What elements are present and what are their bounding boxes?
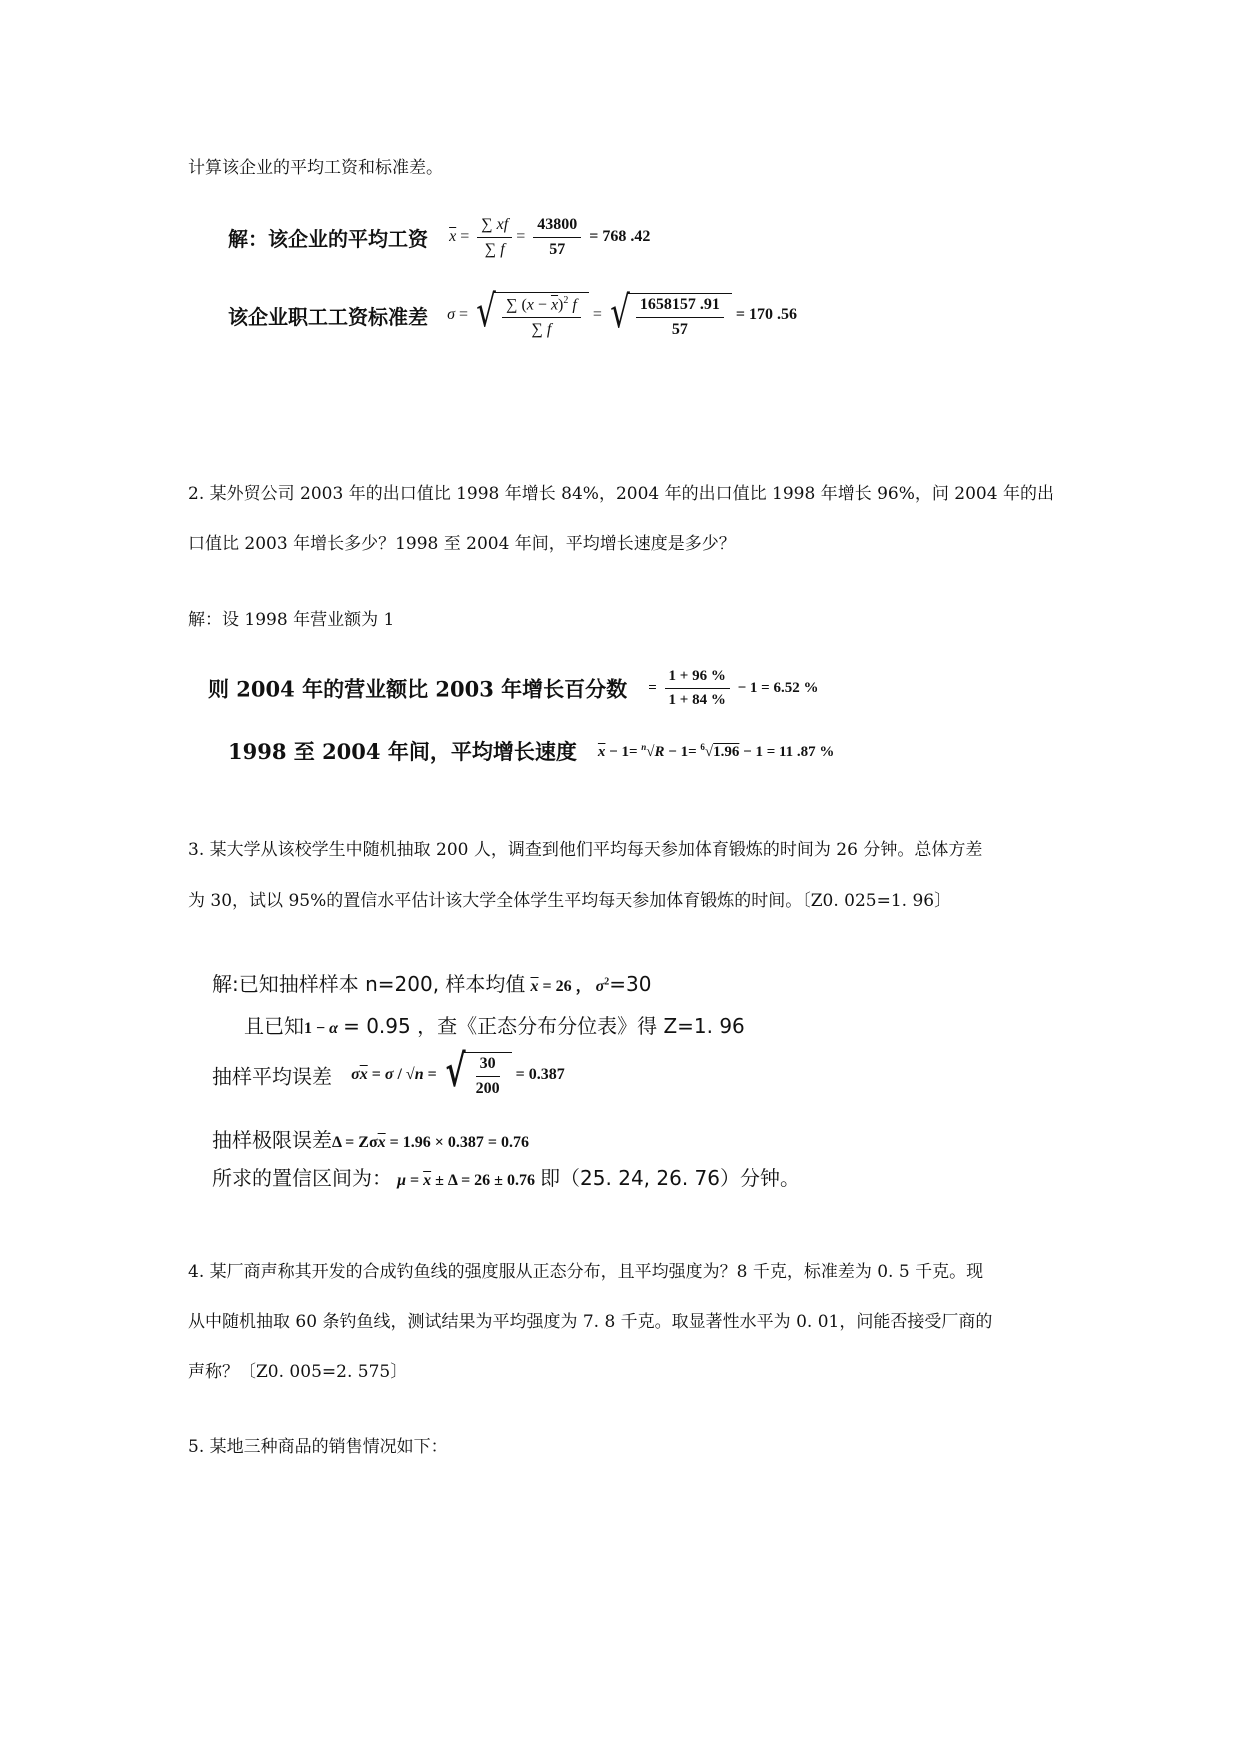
std-result: = 170 .56 (735, 306, 798, 324)
solution-std (228, 286, 798, 339)
q3-step3: 抽样平均误差 $\sigma\overline{x} = \sigma / √n$ = √ $\frac{30}{200}$ = 0.387 (212, 1046, 565, 1097)
std-numerator: 1658157 .91 (636, 296, 724, 318)
mean-result: = 768 .42 (589, 228, 651, 246)
std-formula: σ = √ $\frac{\sum (x - \overline{x})^2 f}{\sum f}$ = √ $\frac{1658157 .91}{57}$ = 170 .56 (447, 286, 798, 339)
q3-se-result: = 0.387 (515, 1065, 565, 1083)
q4-line3: 声称？〔Z0. 005=2. 575〕 (188, 1362, 408, 1382)
q2-growth-result: − 1 = 6.52 % (737, 679, 819, 696)
q2-growth-numerator: 1 + 96 % (665, 668, 730, 689)
intro-text: 计算该企业的平均工资和标准差。 (188, 158, 443, 178)
q3-step2-label: 且已知 (244, 1014, 304, 1038)
q2-line2: 口值比 2003 年增长多少？1998 至 2004 年间，平均增长速度是多少？ (188, 534, 736, 554)
q3-step5: 所求的置信区间为： $\mu = \overline{x} \pm \Delta = 26 \pm 0.76$ 即（25. 24, 26. 76）分钟。 (212, 1166, 801, 1190)
q3-se-denominator: 200 (475, 1080, 500, 1097)
q3-step2: 且已知1 − α = 0.95 ，查《正态分布分位表》得 Z=1. 96 (244, 1014, 745, 1038)
q2-growth-2004-vs-2003: 则 2004 年的营业额比 2003 年增长百分数 = $\frac{1 + 96 \%}{1 + 84 \%}$ − 1 = 6.52 % (208, 668, 819, 708)
q2-line1: 2. 某外贸公司 2003 年的出口值比 1998 年增长 84%，2004 年的出口值比 1998 年增长 96%，问 2004 年的出 (188, 484, 1054, 504)
solution-mean-label: 解：该企业的平均工资 (228, 227, 428, 251)
q2-average-label: 1998 至 2004 年间，平均增长速度 (228, 739, 577, 764)
q2-average-result: − 1 = 11 .87 % (743, 743, 835, 760)
mean-numerator: 43800 (533, 216, 581, 238)
q3-step5-interval: 即（25. 24, 26. 76）分钟。 (540, 1166, 801, 1190)
q3-mean-value: = 26 ， (542, 978, 592, 995)
q3-step5-label: 所求的置信区间为： (212, 1166, 392, 1190)
q2-average-growth: 1998 至 2004 年间，平均增长速度 $\overline{x} - 1= ^n√R - 1= ^6√1.96 - 1 = 11$ .87 % (228, 739, 835, 764)
q2-solution: 解：设 1998 年营业额为 1 (188, 610, 395, 630)
solution-mean (228, 216, 650, 259)
q2-growth-denominator: 1 + 84 % (668, 692, 726, 708)
q3-line1: 3. 某大学从该校学生中随机抽取 200 人，调查到他们平均每天参加体育锻炼的时间为 26 分钟。总体方差 (188, 840, 983, 860)
solution-std-label: 该企业职工工资标准差 (228, 305, 428, 330)
q5-line1: 5. 某地三种商品的销售情况如下： (188, 1437, 448, 1457)
q3-step4-label: 抽样极限误差 (212, 1128, 332, 1152)
q3-variance-value: =30 (609, 972, 652, 996)
q3-step5-value: = 26 ± 0.76 (461, 1172, 535, 1189)
q3-line2: 为 30，试以 95%的置信水平估计该大学全体学生平均每天参加体育锻炼的时间。〔Z0. 025=1. 96〕 (188, 891, 952, 911)
q3-step1-label: 解:已知抽样样本 n=200, 样本均值 (212, 972, 526, 996)
q3-step3-label: 抽样平均误差 (212, 1064, 332, 1089)
mean-denominator: 57 (549, 241, 566, 258)
q3-step4-result: = 1.96 × 0.387 = 0.76 (389, 1134, 529, 1151)
mean-formula: $\overline{x}$ = $\frac{\sum xf}{\sum f}$ = $\frac{43800}{57}$ = 768 .42 (449, 216, 651, 258)
q3-step1: 解:已知抽样样本 n=200, 样本均值 $\overline{x} = 26$ ， $\sigma^2=30$ (212, 972, 652, 996)
std-denominator: 57 (671, 320, 688, 338)
q2-growth-label: 则 2004 年的营业额比 2003 年增长百分数 (208, 676, 628, 702)
q4-line1: 4. 某厂商声称其开发的合成钓鱼线的强度服从正态分布，且平均强度为？8 千克，标准差为 0. 5 千克。现 (188, 1262, 984, 1282)
q3-step4: 抽样极限误差$\Delta = Z\sigma\overline{x} = 1.96 \times 0.387 = 0.76$ (212, 1128, 529, 1152)
q4-line2: 从中随机抽取 60 条钓鱼线，测试结果为平均强度为 7. 8 千克。取显著性水平为 0. 01，问能否接受厂商的 (188, 1312, 993, 1332)
q3-step4-delta: Δ = Zσ (332, 1134, 378, 1151)
q3-se-numerator: 30 (476, 1055, 500, 1077)
q3-step2-text: = 0.95 ，查《正态分布分位表》得 Z=1. 96 (343, 1014, 745, 1038)
